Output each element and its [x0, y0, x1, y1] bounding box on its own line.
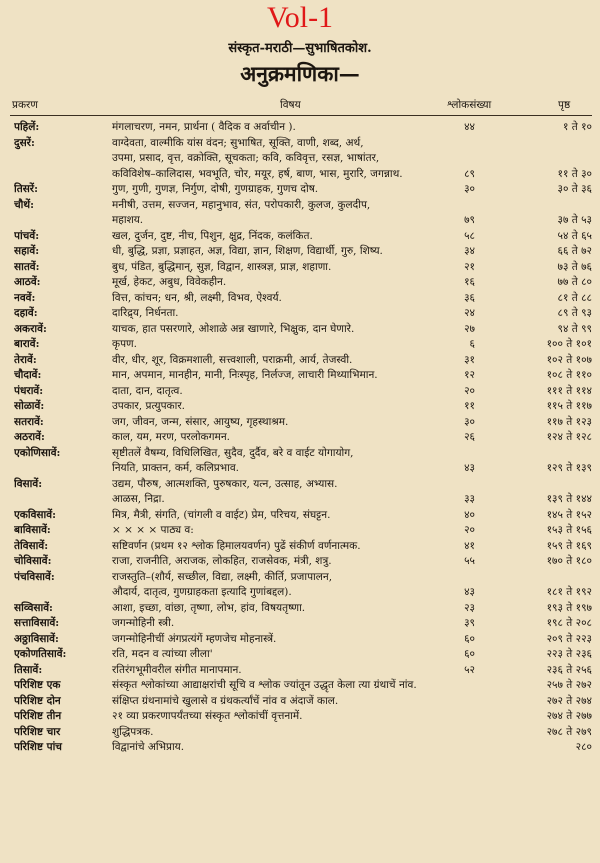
chapter-label: सतरावें: [14, 415, 44, 428]
verse-count: २० [464, 384, 475, 397]
toc-row [0, 616, 600, 632]
page-range: ७७ ते ८० [557, 276, 592, 288]
verse-count: ७९ [464, 214, 475, 226]
chapter-label: सोळावें: [14, 400, 45, 412]
column-header-page: पृष्ठ [558, 99, 571, 111]
header-rule [10, 115, 592, 116]
page-range: ७३ ते ७६ [557, 260, 592, 273]
verse-count: २३ [464, 601, 475, 614]
page-range: ५४ ते ६५ [557, 229, 592, 242]
chapter-label: दहावें: [14, 307, 38, 319]
subject-cell [112, 508, 434, 524]
chapter-label: परिशिष्ट दोन [14, 694, 61, 707]
page-range: २७८ ते २७९ [546, 725, 592, 738]
page-range: ६६ ते ७२ [557, 245, 592, 257]
chapter-label: तेविसावें: [14, 539, 49, 552]
toc-row [0, 229, 600, 245]
toc-row [0, 353, 600, 369]
verse-count: ६० [464, 648, 475, 660]
verse-count: ३१ [464, 353, 475, 366]
page-range: ९४ ते ९९ [557, 322, 592, 335]
subject-line: रति, मदन व त्यांच्या लीला' [112, 648, 213, 660]
verse-count: २७ [464, 322, 475, 335]
verse-count: ३६ [464, 291, 475, 304]
subject-cell [112, 523, 434, 539]
subject-line: मनीषी, उत्तम, सज्जन, महानुभाव, संत, परोपकारी, कुलज, कुलदीप, [112, 198, 371, 211]
chapter-label: चौथें: [14, 198, 34, 211]
toc-row [0, 694, 600, 710]
chapter-label: दुसरें: [14, 136, 35, 149]
verse-count: ६० [464, 632, 475, 645]
chapter-label: विसावें: [14, 477, 43, 490]
chapter-label: बाविसावें: [14, 524, 51, 536]
toc-row [0, 384, 600, 400]
page-range: १४५ ते १५२ [546, 508, 592, 521]
chapter-label: परिशिष्ट तीन [14, 710, 62, 722]
toc-row [0, 601, 600, 617]
chapter-label: बारावें: [14, 338, 40, 350]
subject-line: कविविशेष–कालिदास, भवभूति, चोर, मयूर, हर्ष, बाण, भास, मुरारि, जगन्नाथ. [112, 167, 403, 180]
page-range: ११ ते ३० [557, 167, 592, 180]
subject-cell [112, 570, 434, 601]
subject-line: गुण, गुणी, गुणज्ञ, निर्गुण, दोषी, गुणग्राहक, गुणच दोष. [112, 183, 319, 195]
subject-line: आळस, निद्रा. [112, 493, 165, 505]
chapter-label: सत्ताविसावें: [14, 617, 60, 629]
chapter-label: आठवें: [14, 276, 41, 288]
verse-count: ६ [469, 338, 475, 350]
page-range: २७२ ते २७४ [546, 694, 592, 707]
chapter-label: पंचविसावें: [14, 570, 55, 583]
subject-line: वित्त, कांचन; धन, श्री, लक्ष्मी, विभव, ऐश्वर्य. [112, 291, 282, 304]
subject-line: जग, जीवन, जन्म, संसार, आयुष्य, गृहस्थाश्रम. [112, 415, 289, 428]
subject-line: मित्र, मैत्री, संगति, (चांगली व वाईट) प्रेम, परिचय, संघट्टन. [112, 508, 331, 521]
toc-row [0, 275, 600, 291]
subject-cell [112, 554, 434, 570]
page-range: २८० [575, 741, 592, 753]
chapter-label: परिशिष्ट पांच [14, 741, 62, 753]
chapter-label: परिशिष्ट एक [14, 679, 61, 691]
subject-line: राजस्तुति–(शौर्य, सच्छील, विद्या, लक्ष्मी, कीर्ति, प्रजापालन, [112, 570, 333, 583]
subject-cell [112, 244, 434, 260]
toc-row [0, 198, 600, 229]
chapter-label: तिसावें: [14, 663, 43, 676]
chapter-label: एकोणतिसावें: [14, 648, 67, 660]
verse-count: ४३ [464, 586, 475, 598]
subject-cell [112, 198, 434, 229]
page-range: १३९ ते १४४ [546, 493, 592, 505]
subject-line: काल, यम, मरण, परलोकगमन. [112, 431, 230, 443]
verse-count: ४० [464, 508, 475, 521]
verse-count: ३४ [464, 245, 475, 257]
verse-count: २१ [464, 260, 475, 273]
toc-row [0, 508, 600, 524]
verse-count: ५८ [464, 229, 475, 242]
toc-row [0, 725, 600, 741]
subject-cell [112, 601, 434, 617]
subject-line: शुद्धिपत्रक. [112, 725, 154, 738]
subject-line: वाग्देवता, वाल्मीकि यांस वंदन; सुभाषित, सूक्ति, वाणी, शब्द, अर्थ, [112, 136, 364, 149]
subject-cell [112, 399, 434, 415]
toc-table [0, 120, 600, 756]
verse-count: ४४ [464, 121, 475, 133]
verse-count: ३३ [464, 493, 475, 505]
chapter-label: अकरावें: [14, 322, 47, 335]
subject-line: याचक, हात पसरणारे, ओशाळे अन्न खाणारे, भिक्षुक, दान घेणारे. [112, 322, 355, 335]
subject-line: दारिद्र्य, निर्धनता. [112, 307, 179, 319]
verse-count: ५२ [464, 663, 475, 676]
page-range: २२३ ते २३६ [546, 648, 592, 660]
chapter-label: एकविसावें: [14, 508, 56, 521]
column-header-subject: विषय [280, 99, 301, 111]
page-range: ८१ ते ८८ [557, 291, 592, 304]
page-range: १११ ते ११४ [546, 384, 592, 397]
toc-row [0, 709, 600, 725]
page-range: १२४ ते १२८ [546, 431, 592, 443]
toc-row [0, 337, 600, 353]
toc-row [0, 136, 600, 183]
toc-row [0, 663, 600, 679]
subject-line: खल, दुर्जन, दुष्ट, नीच, पिशुन, क्षुद्र, निंदक, कलंकित. [112, 229, 313, 242]
page-range: १९३ ते १९७ [546, 601, 592, 614]
toc-row [0, 740, 600, 756]
subject-cell [112, 384, 434, 400]
page-range: १९८ ते २०८ [546, 617, 592, 629]
subject-line: मान, अपमान, मानहीन, मानी, निःस्पृह, निर्लज्ज, लाचारी मिथ्याभिमान. [112, 369, 378, 381]
toc-row [0, 554, 600, 570]
toc-row [0, 260, 600, 276]
verse-count: ३९ [464, 617, 475, 629]
subject-line: जगन्मोहिनीचीं अंगप्रत्यंगें म्हणजेच मोहनास्त्रें. [112, 632, 277, 645]
subject-line: उपकार, प्रत्युपकार. [112, 400, 185, 412]
subject-cell [112, 694, 434, 710]
toc-row [0, 415, 600, 431]
subject-line: दाता, दान, दातृत्व. [112, 384, 183, 397]
chapter-label: सहावें: [14, 245, 40, 257]
chapter-label: पंधरावें: [14, 384, 44, 397]
subject-line: मूर्ख, हेकट, अबुध, विवेकहीन. [112, 276, 227, 288]
subject-line: २१ व्या प्रकरणापर्यंतच्या संस्कृत श्लोकांचीं वृत्तनामें. [112, 710, 303, 722]
book-title: संस्कृत-मराठी—सुभाषितकोश. [228, 41, 372, 56]
page-range: १५९ ते १६९ [546, 539, 592, 552]
toc-row [0, 446, 600, 477]
toc-row [0, 570, 600, 601]
subject-cell [112, 306, 434, 322]
chapter-label: सव्विसावें: [14, 601, 53, 614]
toc-row [0, 632, 600, 648]
toc-row [0, 539, 600, 555]
subject-line: उपमा, प्रसाद, वृत्त, वक्रोक्ति, सूचकता; कवि, कविवृत्त, रसज्ञ, भाषांतर, [112, 152, 380, 164]
page-range: १५३ ते १५६ [546, 524, 592, 536]
chapter-label: नववें: [14, 291, 36, 304]
subject-line: महाशय. [112, 214, 144, 226]
subject-cell [112, 477, 434, 508]
subject-cell [112, 136, 434, 183]
page-range: १०२ ते १०७ [546, 353, 592, 366]
subject-cell [112, 182, 434, 198]
page-range: ३७ ते ५३ [557, 214, 592, 226]
chapter-label: तेरावें: [14, 353, 37, 366]
verse-count: ३० [464, 183, 475, 195]
toc-row [0, 322, 600, 338]
subject-cell [112, 616, 434, 632]
chapter-label: पांचवें: [14, 229, 40, 242]
page-range: ११७ ते १२३ [546, 415, 592, 428]
verse-count: ८९ [464, 167, 475, 180]
subject-line: रतिरंगभूमीवरील संगीत मानापमान. [112, 663, 242, 676]
subject-line: कृपण. [112, 338, 137, 350]
subject-cell [112, 229, 434, 245]
subject-line: मंगलाचरण, नमन, प्रार्थना ( वैदिक व अर्वाचीन ). [112, 121, 296, 133]
subject-line: संस्कृत श्लोकांच्या आद्याक्षरांची सूचि व श्लोक ज्यांतून उद्धृत केला त्या ग्रंथाचें नांव. [112, 679, 417, 691]
toc-row [0, 244, 600, 260]
volume-label: Vol-1 [266, 1, 334, 34]
chapter-label: परिशिष्ट चार [14, 725, 61, 738]
page-range: १ ते १० [562, 121, 592, 133]
chapter-label: एकोणिसावें: [14, 446, 61, 459]
chapter-label: अठरावें: [14, 431, 45, 443]
toc-row [0, 678, 600, 694]
page-range: २७४ ते २७७ [546, 710, 592, 722]
verse-count: ५५ [464, 555, 475, 567]
subject-cell [112, 353, 434, 369]
subject-line: राजा, राजनीति, अराजक, लोकहित, राजसेवक, मंत्री, शत्रु. [112, 555, 332, 567]
toc-row [0, 399, 600, 415]
subject-cell [112, 337, 434, 353]
verse-count: ३० [464, 415, 475, 428]
subject-cell [112, 678, 434, 694]
subject-line: धी, बुद्धि, प्रज्ञा, प्रज्ञाहत, अज्ञ, विद्या, ज्ञान, शिक्षण, विद्यार्थी, गुरु, शिष्य. [112, 245, 383, 257]
page-range: १०० ते १०१ [546, 338, 592, 350]
chapter-label: पहिलें: [14, 121, 40, 133]
toc-row [0, 291, 600, 307]
subject-line: नियति, प्राक्तन, कर्म, कलिप्रभाव. [112, 462, 239, 474]
page-range: २५७ ते २७२ [546, 679, 592, 691]
toc-heading: अनुक्रमणिका— [240, 61, 360, 86]
subject-cell [112, 725, 434, 741]
verse-count: २० [464, 524, 475, 536]
subject-cell [112, 740, 434, 756]
subject-line: जगन्मोहिनी स्त्री. [112, 617, 175, 629]
chapter-label: अठ्ठाविसावें: [14, 632, 59, 645]
toc-row [0, 120, 600, 136]
toc-row [0, 182, 600, 198]
subject-cell [112, 368, 434, 384]
toc-row [0, 477, 600, 508]
subject-cell [112, 446, 434, 477]
subject-line: संक्षिप्त ग्रंथनामांचे खुलासे व ग्रंथकर्त्यांचें नांव व अंदाजें काल. [112, 694, 339, 707]
subject-cell [112, 322, 434, 338]
toc-row [0, 523, 600, 539]
subject-line: सृष्टीतलें वैषम्य, विधिलिखित, सुदैव, दुर्दैव, बरे व वाईट योगायोग, [112, 446, 354, 459]
chapter-label: तिसरें: [14, 183, 38, 195]
subject-line: उद्यम, पौरुष, आत्मशक्ति, पुरुषकार, यत्न, उत्साह, अभ्यास. [112, 477, 338, 490]
page-range: ३० ते ३६ [557, 183, 592, 195]
page-range: १८१ ते १९२ [546, 586, 592, 598]
subject-line: विद्वानांचे अभिप्राय. [112, 741, 185, 753]
verse-count: ४३ [464, 462, 475, 474]
page-range: १२९ ते १३९ [546, 462, 592, 474]
subject-cell [112, 647, 434, 663]
page-range: ११५ ते ११७ [546, 400, 592, 412]
subject-cell [112, 663, 434, 679]
verse-count: १२ [464, 369, 475, 381]
verse-count: १६ [464, 276, 475, 288]
column-header-chapter: प्रकरण [12, 99, 38, 111]
subject-cell [112, 430, 434, 446]
subject-line: × × × × पाठ्य व: [112, 524, 194, 536]
chapter-label: चौदावें: [14, 369, 42, 381]
toc-row [0, 306, 600, 322]
subject-cell [112, 291, 434, 307]
subject-cell [112, 632, 434, 648]
subject-line: आशा, इच्छा, वांछा, तृष्णा, लोभ, हांव, विषयतृष्णा. [112, 601, 306, 614]
subject-cell [112, 709, 434, 725]
page-range: १७० ते १८० [546, 555, 592, 567]
subject-line: बुध, पंडित, बुद्धिमान्, सुज्ञ, विद्वान, शास्त्रज्ञ, प्राज्ञ, शहाणा. [112, 260, 332, 273]
column-header-count: श्लोकसंख्या [447, 99, 492, 111]
page-range: १०८ ते ११० [546, 369, 592, 381]
toc-row [0, 647, 600, 663]
subject-line: वीर, धीर, शूर, विक्रमशाली, सत्त्वशाली, पराक्रमी, आर्य, तेजस्वी. [112, 353, 353, 366]
toc-row [0, 368, 600, 384]
subject-cell [112, 120, 434, 136]
verse-count: ४१ [464, 539, 475, 552]
subject-cell [112, 275, 434, 291]
page-range: ८९ ते ९३ [557, 307, 592, 319]
chapter-label: चोविसावें: [14, 555, 52, 567]
verse-count: ११ [464, 400, 475, 412]
subject-line: सष्टिवर्णन (प्रथम १२ श्लोक हिमालयवर्णन) पुढें संकीर्ण वर्णनात्मक. [112, 539, 361, 552]
subject-cell [112, 260, 434, 276]
page-range: २३६ ते २५६ [546, 663, 592, 676]
toc-row [0, 430, 600, 446]
page-range: २०९ ते २२३ [546, 632, 592, 645]
chapter-label: सातवें: [14, 260, 40, 273]
verse-count: २४ [464, 307, 475, 319]
subject-cell [112, 415, 434, 431]
subject-cell [112, 539, 434, 555]
subject-line: औदार्य, दातृत्व, गुणग्राहकता इत्यादि गुणांबद्दल). [112, 586, 292, 598]
verse-count: २६ [464, 431, 475, 443]
